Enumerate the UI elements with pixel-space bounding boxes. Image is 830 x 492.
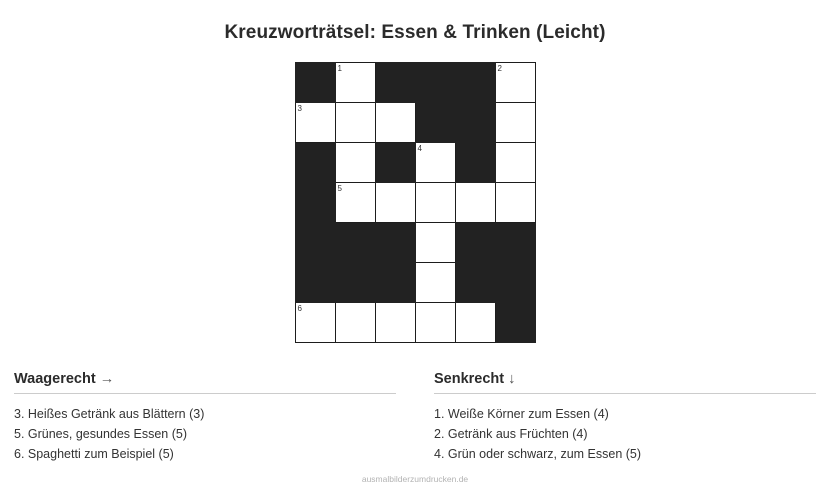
crossword-cell-block xyxy=(295,63,335,103)
crossword-cell-block xyxy=(375,223,415,263)
crossword-cell-block xyxy=(455,103,495,143)
crossword-cell-block xyxy=(335,263,375,303)
crossword-cell[interactable] xyxy=(335,63,375,103)
crossword-cell[interactable] xyxy=(335,183,375,223)
crossword-cell[interactable] xyxy=(415,143,455,183)
crossword-cell-number: 2 xyxy=(497,64,502,73)
crossword-cell-block xyxy=(495,223,535,263)
crossword-cell[interactable] xyxy=(495,143,535,183)
crossword-cell-block xyxy=(455,223,495,263)
crossword-cell[interactable] xyxy=(335,143,375,183)
crossword-cell-block xyxy=(415,103,455,143)
arrow-right-icon: → xyxy=(99,371,115,387)
crossword-cell[interactable] xyxy=(295,103,335,143)
crossword-cell-block xyxy=(455,143,495,183)
crossword-cell[interactable] xyxy=(415,223,455,263)
clue-item-across: 3. Heißes Getränk aus Blättern (3) xyxy=(14,407,205,421)
clue-item-down: 4. Grün oder schwarz, zum Essen (5) xyxy=(434,447,642,461)
crossword-cell-block xyxy=(495,303,535,343)
crossword-cell-block xyxy=(455,63,495,103)
clues-across-heading xyxy=(14,371,396,394)
crossword-cell-number: 1 xyxy=(337,64,342,73)
clue-item-down: 1. Weiße Körner zum Essen (4) xyxy=(434,407,609,421)
clues-down-list xyxy=(434,404,816,464)
crossword-cell[interactable] xyxy=(495,63,535,103)
crossword-row xyxy=(295,183,535,223)
crossword-row xyxy=(295,103,535,143)
crossword-cell[interactable] xyxy=(335,303,375,343)
clues-across-heading-text: Waagerecht xyxy=(14,371,96,387)
arrow-down-icon: ↓ xyxy=(508,371,516,387)
crossword-row xyxy=(295,263,535,303)
crossword-cell[interactable] xyxy=(455,303,495,343)
crossword-cell-block xyxy=(455,263,495,303)
clue-item-across: 6. Spaghetti zum Beispiel (5) xyxy=(14,447,174,461)
crossword-row xyxy=(295,223,535,263)
crossword-grid-body xyxy=(295,63,535,343)
crossword-cell-block xyxy=(375,263,415,303)
crossword-cell-number: 6 xyxy=(297,304,302,313)
crossword-cell[interactable] xyxy=(495,103,535,143)
crossword-cell-number: 3 xyxy=(297,104,302,113)
crossword-cell[interactable] xyxy=(375,183,415,223)
crossword-cell[interactable] xyxy=(295,303,335,343)
footer-watermark: ausmalbilderzumdrucken.de xyxy=(361,474,469,484)
page-title: Kreuzworträtsel: Essen & Trinken (Leicht) xyxy=(224,22,606,43)
clues-down-heading xyxy=(434,371,816,394)
crossword-cell-block xyxy=(495,263,535,303)
crossword-cell[interactable] xyxy=(375,303,415,343)
crossword-cell[interactable] xyxy=(375,103,415,143)
crossword-cell[interactable] xyxy=(415,303,455,343)
clues-across-column xyxy=(14,371,396,464)
crossword-cell[interactable] xyxy=(415,183,455,223)
crossword-cell-block xyxy=(295,183,335,223)
crossword-cell[interactable] xyxy=(415,263,455,303)
crossword-cell[interactable] xyxy=(455,183,495,223)
crossword-cell-block xyxy=(295,143,335,183)
crossword-cell[interactable] xyxy=(335,103,375,143)
crossword-grid xyxy=(295,62,536,343)
clues-section xyxy=(0,371,830,464)
clues-down-heading-text: Senkrecht xyxy=(434,371,505,387)
crossword-row xyxy=(295,143,535,183)
crossword-row xyxy=(295,303,535,343)
crossword-cell-number: 5 xyxy=(337,184,342,193)
clue-item-across: 5. Grünes, gesundes Essen (5) xyxy=(14,427,188,441)
crossword-cell[interactable] xyxy=(495,183,535,223)
crossword-cell-block xyxy=(335,223,375,263)
clues-across-list xyxy=(14,404,396,464)
clue-item-down: 2. Getränk aus Früchten (4) xyxy=(434,427,588,441)
crossword-row xyxy=(295,63,535,103)
clues-down-column xyxy=(434,371,816,464)
crossword-grid-container xyxy=(0,62,830,343)
crossword-cell-block xyxy=(295,223,335,263)
crossword-cell-block xyxy=(375,63,415,103)
crossword-cell-number: 4 xyxy=(417,144,422,153)
crossword-cell-block xyxy=(375,143,415,183)
crossword-cell-block xyxy=(295,263,335,303)
crossword-cell-block xyxy=(415,63,455,103)
